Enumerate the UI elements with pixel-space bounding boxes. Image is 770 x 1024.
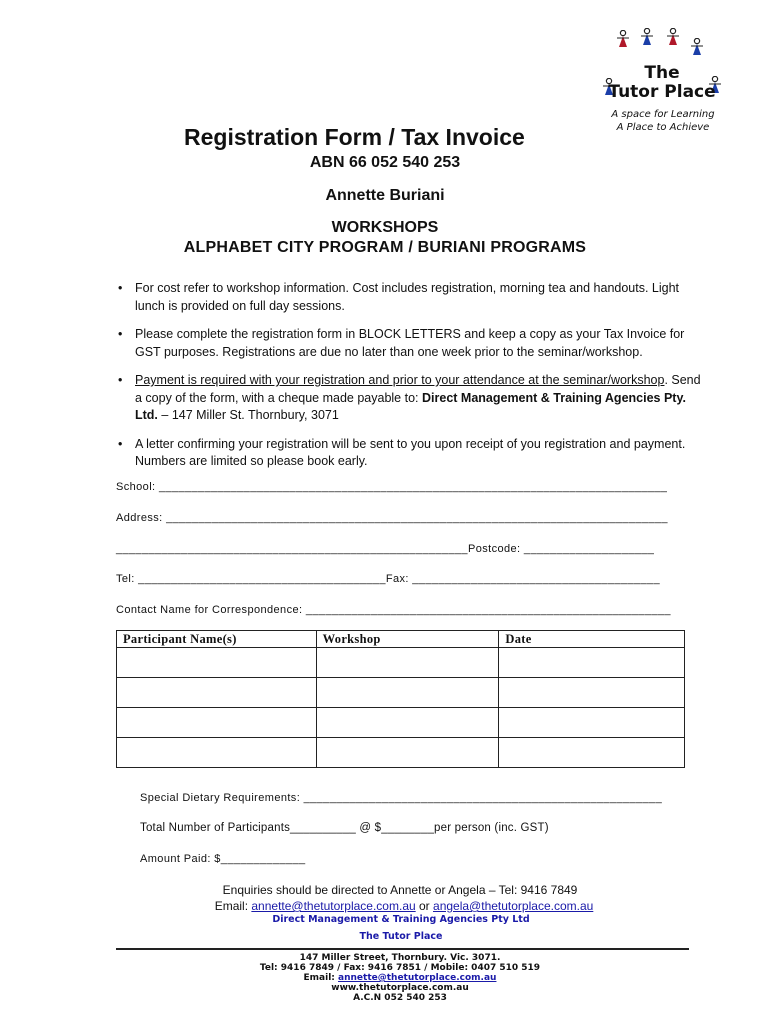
child-figure-icon <box>690 38 704 58</box>
address-field[interactable]: Address: _____________________________________________________________________________ <box>116 512 668 524</box>
column-header: Date <box>499 631 685 648</box>
enquiries-text: Enquiries should be directed to Annette or Angela – Tel: 9416 7849 <box>222 883 578 897</box>
email-link-annette[interactable]: annette@thetutorplace.com.au <box>251 899 416 913</box>
logo-tagline: A space for Learning A Place to Achieve <box>611 109 715 133</box>
footer-email: Email: annette@thetutorplace.com.au <box>303 973 497 983</box>
column-header: Workshop <box>316 631 499 648</box>
brand-name: The Tutor Place <box>359 931 443 942</box>
table-row <box>117 738 685 768</box>
table-cell[interactable] <box>316 708 499 738</box>
table-cell[interactable] <box>499 678 685 708</box>
table-cell[interactable] <box>316 678 499 708</box>
info-bullets <box>118 280 703 482</box>
footer-acn: A.C.N 052 540 253 <box>353 993 447 1003</box>
email-link-angela[interactable]: angela@thetutorplace.com.au <box>433 899 594 913</box>
footer-phones: Tel: 9416 7849 / Fax: 9416 7851 / Mobile: 0407 510 519 <box>259 963 541 973</box>
table-cell[interactable] <box>499 708 685 738</box>
table-cell[interactable] <box>499 738 685 768</box>
footer-divider <box>116 948 689 950</box>
bullet-confirmation: • A letter confirming your registration will be sent to you upon receipt of you registration and payment. Numbers are limited so please book early. <box>118 436 703 471</box>
logo-wordmark: The Tutor Place <box>608 63 716 102</box>
table-cell[interactable] <box>316 738 499 768</box>
child-figure-icon <box>616 30 630 50</box>
tel-fax-field[interactable]: Tel: ______________________________________Fax: ______________________________________ <box>116 573 660 585</box>
dietary-field[interactable]: Special Dietary Requirements: _______________________________________________________ <box>140 792 663 804</box>
presenter-name: Annette Buriani <box>325 187 445 204</box>
footer-email-link[interactable]: annette@thetutorplace.com.au <box>338 973 497 983</box>
section-heading: WORKSHOPS <box>331 219 439 236</box>
table-cell[interactable] <box>117 648 317 678</box>
table-cell[interactable] <box>117 738 317 768</box>
company-name: Direct Management & Training Agencies Pty Ltd <box>272 914 530 925</box>
table-cell[interactable] <box>117 678 317 708</box>
child-figure-icon <box>666 28 680 48</box>
bullet-payment: • Payment is required with your registration and prior to your attendance at the seminar/workshop. Send a copy of the form, with a cheque made payable to: Direct Management & Training Agencies Pty. Ltd. – 147 Miller St. Thornbury, 3071 <box>118 372 703 425</box>
table-header-row <box>117 631 685 648</box>
email-line: Email: annette@thetutorplace.com.au or angela@thetutorplace.com.au <box>214 899 594 913</box>
table-row <box>117 708 685 738</box>
participants-table <box>116 630 685 768</box>
school-field[interactable]: School: ______________________________________________________________________________ <box>116 481 668 493</box>
bullet-cost: • For cost refer to workshop information. Cost includes registration, morning tea and handouts. Light lunch is provided on full day sessions. <box>118 280 703 315</box>
tutor-place-logo <box>596 28 728 140</box>
footer-address: 147 Miller Street, Thornbury. Vic. 3071. <box>299 953 501 963</box>
bullet-block-letters: • Please complete the registration form in BLOCK LETTERS and keep a copy as your Tax Invoice for GST purposes. Registrations are due no later than one week prior to the seminar/workshop. <box>118 326 703 361</box>
address-postcode-field[interactable]: ______________________________________________________Postcode: ____________________ <box>116 543 655 555</box>
column-header: Participant Name(s) <box>117 631 317 648</box>
amount-paid-field[interactable]: Amount Paid: $_____________ <box>140 853 306 865</box>
abn-number: ABN 66 052 540 253 <box>309 154 461 171</box>
table-row <box>117 648 685 678</box>
table-row <box>117 678 685 708</box>
table-cell[interactable] <box>316 648 499 678</box>
child-figure-icon <box>640 28 654 48</box>
contact-name-field[interactable]: Contact Name for Correspondence: ________________________________________________________ <box>116 604 671 616</box>
program-heading: ALPHABET CITY PROGRAM / BURIANI PROGRAMS <box>183 239 587 256</box>
table-cell[interactable] <box>117 708 317 738</box>
footer-website: www.thetutorplace.com.au <box>331 983 469 993</box>
participants-count-field[interactable]: Total Number of Participants__________ @ $________per person (inc. GST) <box>140 822 549 834</box>
table-cell[interactable] <box>499 648 685 678</box>
